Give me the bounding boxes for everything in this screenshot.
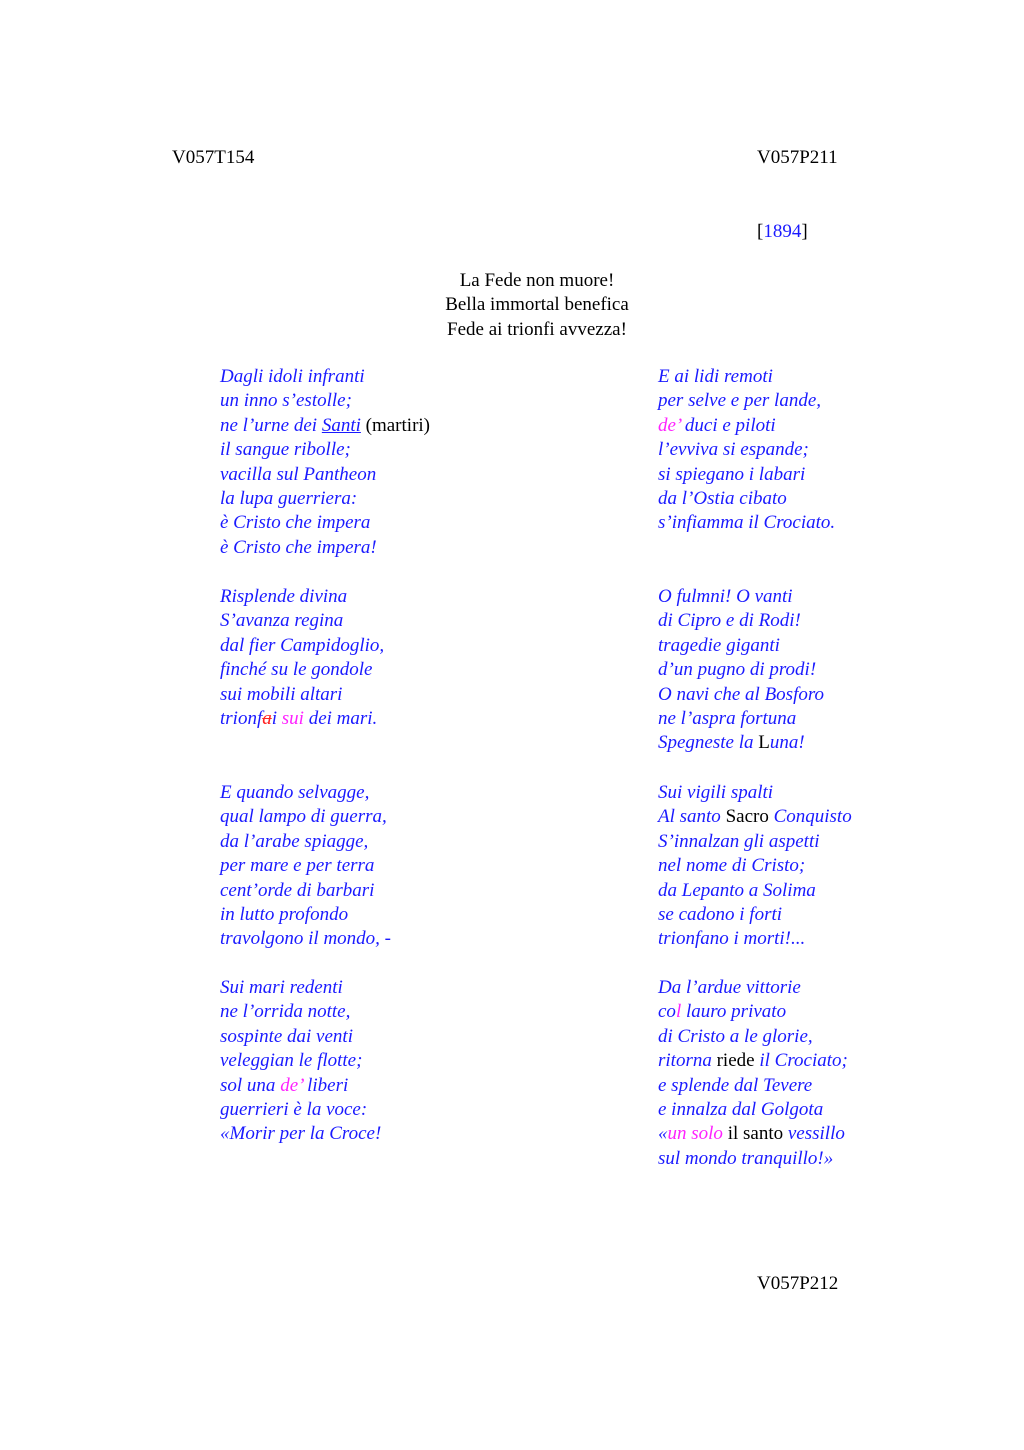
left-stanza-1 [220,366,430,561]
annotation-text: L [758,732,770,754]
verse-line: Da l’ardue vittorie [658,977,801,998]
verse-line: ne l’orrida notte, [220,1001,351,1023]
verse-line: finché su le gondole [220,659,373,681]
verse-line: trionfai sui dei mari. [220,707,378,729]
title-line-3: Fede ai trionfi avvezza! [447,319,627,340]
verse-line: di Cristo a le glorie, [658,1025,813,1047]
verse-line: in lutto profondo [220,903,349,925]
verse-line: O navi che al Bosforo [658,683,825,705]
insertion-text: sui [277,707,304,729]
page-code-top: V057P211 [757,147,838,168]
verse-line: la lupa guerriera: [220,487,358,509]
right-stanza-4 [658,977,848,1172]
verse-line: qual lampo di guerra, [220,806,387,828]
verse-line: Risplende divina [220,586,348,607]
left-stanza-2 [220,586,384,732]
title-line-2: Bella immortal benefica [445,294,629,315]
verse-line: col lauro privato [658,1001,787,1023]
verse-line: cent’orde di barbari [220,879,375,901]
left-stanza-4 [220,977,381,1148]
verse-line: s’infiamma il Crociato. [658,512,836,534]
deleted-letter: a [262,707,272,729]
annotation-text: riede [711,1050,760,1072]
left-stanza-3 [220,782,391,953]
verse-line: ne l’aspra fortuna [658,707,797,729]
verse-line: Al santo Sacro Conquisto [658,806,852,828]
verse-line: O fulmni! O vanti [658,586,793,607]
year: 1894 [763,221,802,242]
right-stanza-1 [658,366,835,537]
verse-line: è Cristo che impera [220,512,371,534]
verse-line: trionfano i morti!... [658,928,806,950]
verse-line: per mare e per terra [220,855,375,877]
verse-line: tragedie giganti [658,634,780,656]
verse-line: e splende dal Tevere [658,1074,813,1096]
verse-line: Spegneste la Luna! [658,732,805,754]
verse-line: E quando selvagge, [220,782,370,803]
verse-line: l’evviva si espande; [658,439,809,461]
verse-line: un inno s’estolle; [220,390,352,412]
verse-line: veleggian le flotte; [220,1050,363,1072]
insertion-text: un solo [667,1123,723,1145]
verse-line: Sui mari redenti [220,977,343,998]
annotation-text: (martiri) [360,414,430,436]
right-stanza-2 [658,586,824,757]
annotation-text: il santo [722,1123,788,1145]
verse-line: di Cipro e di Rodi! [658,610,801,632]
verse-line: «Morir per la Croce! [220,1123,382,1145]
verse-line: da l’Ostia cibato [658,487,787,509]
verse-line: dal fier Campidoglio, [220,634,385,656]
verse-line: da Lepanto a Solima [658,879,816,901]
insertion-text: l [675,1001,682,1023]
verse-line: ne l’urne dei Santi (martiri) [220,414,430,436]
verse-line: il sangue ribolle; [220,439,351,461]
verse-line: Sui vigili spalti [658,782,774,803]
insertion-text: de’ [658,414,681,436]
verse-line: S’avanza regina [220,610,344,632]
verse-line: «un solo il santo vessillo [658,1123,845,1145]
verse-line: e innalza dal Golgota [658,1098,824,1120]
verse-line: ritorna riede il Crociato; [658,1050,848,1072]
underlined-word: Santi [321,414,361,436]
verse-line: de’ duci e piloti [658,414,776,436]
verse-line: guerrieri è la voce: [220,1098,368,1120]
title-line-1: La Fede non muore! [459,270,615,291]
verse-line: S’innalzan gli aspetti [658,830,820,852]
verse-line: d’un pugno di prodi! [658,659,817,681]
verse-line: è Cristo che impera! [220,536,377,558]
verse-line: nel nome di Cristo; [658,855,806,877]
verse-line: da l’arabe spiagge, [220,830,369,852]
verse-line: sospinte dai venti [220,1025,353,1047]
verse-line: vacilla sul Pantheon [220,463,377,485]
verse-line: sui mobili altari [220,683,343,705]
verse-line: E ai lidi remoti [658,366,773,387]
page-code-bottom: V057P212 [757,1273,839,1294]
verse-line: si spiegano i labari [658,463,806,485]
verse-line: travolgono il mondo, - [220,928,391,950]
verse-line: sol una de’ liberi [220,1074,349,1096]
annotation-text: Sacro [725,806,769,828]
verse-line: per selve e per lande, [658,390,822,412]
insertion-text: de’ [280,1074,303,1096]
verse-line: Dagli idoli infranti [220,366,365,387]
verse-line: sul mondo tranquillo!» [658,1147,834,1169]
document-code-left: V057T154 [172,147,255,168]
verse-line: se cadono i forti [658,903,783,925]
right-stanza-3 [658,782,852,953]
year-bracket: [1894] [757,221,808,242]
